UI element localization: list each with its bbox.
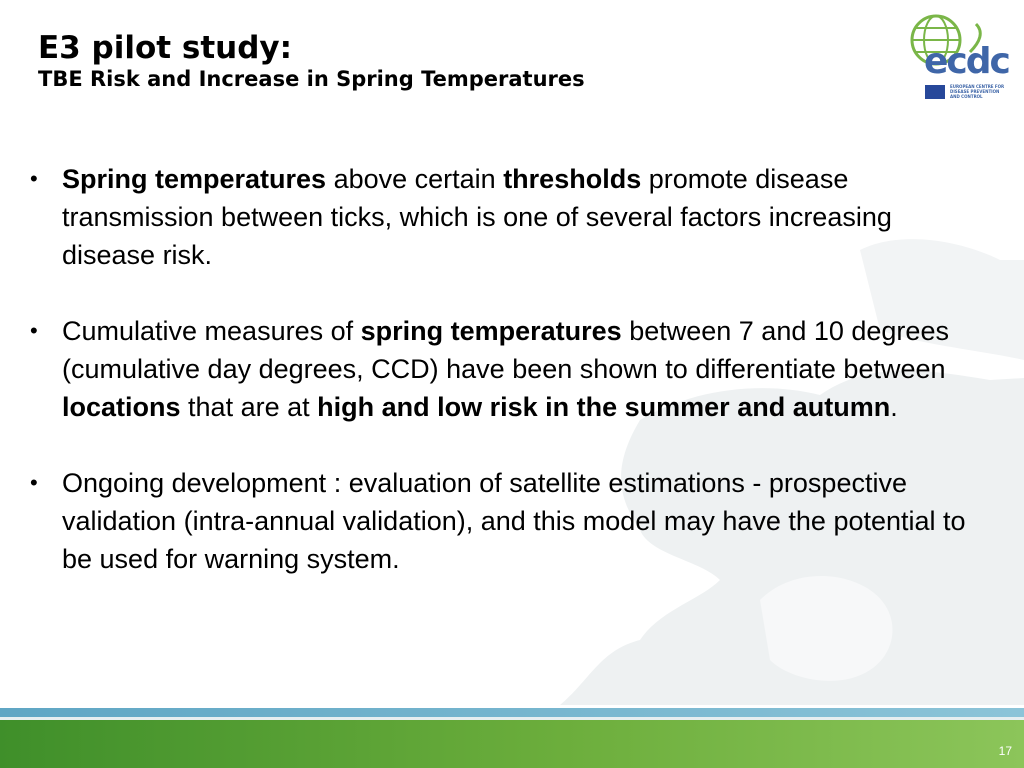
bullet-item [30,312,990,426]
bullet-text-bold: locations [62,392,181,422]
bullet-text-bold: high and low risk in the summer and autumn [317,392,891,422]
ecdc-logo-text: ecdc [924,41,1009,82]
bullet-text-bold: Spring temperatures [62,164,327,194]
bullet-item [30,464,990,578]
footer-bar-top [0,708,1024,717]
bullet-marker: • [30,318,38,343]
bullet-item [30,160,990,274]
slide-subtitle: TBE Risk and Increase in Spring Temperatures [38,67,585,91]
bullet-marker: • [30,470,38,495]
eu-flag-icon [925,85,945,99]
bullet-text: between 7 and 10 degrees (cumulative day degrees, CCD) have been shown to differentiate between [62,316,949,384]
bullet-text: Cumulative measures of [62,316,361,346]
bullet-text: that are at [180,392,318,422]
bullet-text: above certain [326,164,504,194]
title-block [38,30,585,92]
ecdc-logo-caption: EUROPEAN CENTRE FOR DISEASE PREVENTION AND CONTROL [950,84,1005,99]
bullet-marker: • [30,166,38,191]
bullet-text: promote disease transmission between ticks, which is one of several factors increasing disease risk. [62,164,892,270]
bullet-text-bold: thresholds [503,164,642,194]
footer-bar-bottom [0,720,1024,768]
bullet-list [30,160,990,616]
bullet-text: . [890,392,898,422]
bullet-text: Ongoing development : evaluation of satellite estimations - prospective validation (intra-annual validation), and this model may have the potential to be used for warning system. [62,468,966,574]
bullet-text-bold: spring temperatures [360,316,622,346]
slide-title: E3 pilot study: [38,30,293,66]
page-number: 17 [998,744,1012,758]
